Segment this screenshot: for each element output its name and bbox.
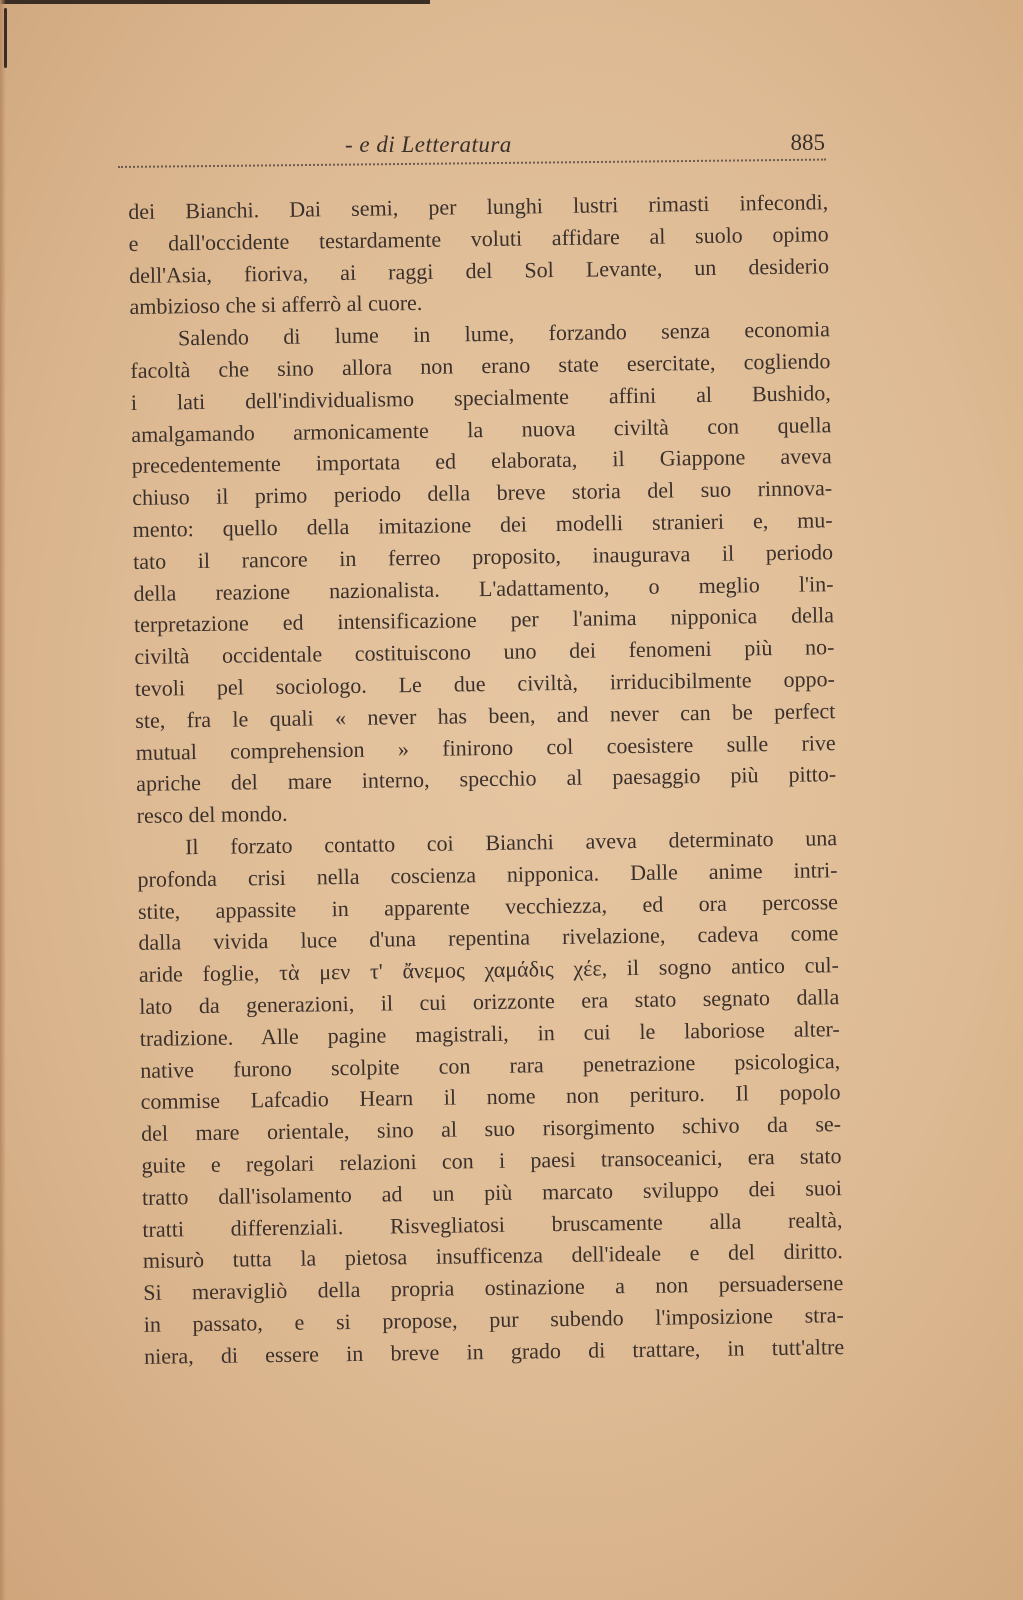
text-line: tradizione. Alle pagine magistrali, in cui le laboriose alter- bbox=[139, 1015, 840, 1051]
text-line: guite e regolari relazioni con i paesi transoceanici, era stato bbox=[141, 1143, 842, 1178]
page-number: 885 bbox=[790, 130, 825, 155]
text-line: dei Bianchi. Dai semi, per lunghi lustri rimasti infecondi, bbox=[128, 189, 829, 224]
text-line: tato il rancore in ferreo proposito, inaugurava il periodo bbox=[132, 538, 834, 574]
text-line: della reazione nazionalista. L'adattamento, o meglio l'in- bbox=[133, 570, 834, 606]
text-line: chiuso il primo periodo della breve storia del suo rinnova- bbox=[132, 475, 833, 511]
text-line: profonda crisi nella coscienza nipponica. Dalle anime intri- bbox=[137, 856, 838, 892]
text-line: del mare orientale, sino al suo risorgimento schivo da se- bbox=[140, 1111, 842, 1147]
text-line: mutual comprehension » finirono col coesistere sulle rive bbox=[135, 729, 836, 765]
running-head: - e di Letteratura bbox=[345, 132, 512, 157]
text-line: native furono scolpite con rara penetrazione psicologica, bbox=[140, 1047, 841, 1083]
text-line: misurò tutta la pietosa insufficenza dell'ideale e del diritto. bbox=[142, 1238, 843, 1274]
text-line: Salendo di lume in lume, forzando senza economia bbox=[177, 316, 831, 351]
text-line: apriche del mare interno, specchio al paesaggio più pitto- bbox=[136, 761, 837, 797]
text-line: amalgamando armonicamente la nuova civiltà con quella bbox=[131, 411, 832, 447]
text-line: tratti differenziali. Risvegliatosi bruscamente alla realtà, bbox=[142, 1206, 843, 1242]
text-line: lato da generazioni, il cui orizzonte era stato segnato dalla bbox=[139, 984, 840, 1019]
text-line: ste, fra le quali « never has been, and never can be perfect bbox=[135, 697, 836, 733]
text-line: facoltà che sino allora non erano state esercitate, cogliendo bbox=[130, 348, 831, 383]
text-line: e dall'occidente testardamente voluti affidare al suolo opimo bbox=[128, 221, 829, 256]
binding-mark bbox=[4, 8, 7, 68]
text-line: dalla vivida luce d'una repentina rivelazione, cadeva come bbox=[138, 920, 839, 956]
page-left-edge bbox=[0, 0, 6, 1600]
text-line: stite, appassite in apparente vecchiezza, ed ora percosse bbox=[137, 888, 839, 924]
text-line: Si meravigliò della propria ostinazione a non persuadersene bbox=[143, 1270, 844, 1305]
text-line: terpretazione ed intensificazione per l'anima nipponica della bbox=[133, 602, 835, 638]
text-line: i lati dell'individualismo specialmente affini al Bushido, bbox=[130, 379, 831, 415]
text-line: aride foglie, τὰ μεν τ' ἄνεμος χαμάδις χέε, il sogno antico cul- bbox=[138, 952, 839, 988]
text-line: Il forzato contatto coi Bianchi aveva determinato una bbox=[184, 825, 838, 860]
text-line: tratto dall'isolamento ad un più marcato sviluppo dei suoi bbox=[141, 1174, 843, 1210]
text-line: niera, di essere in breve in grado di trattare, in tutt'altre bbox=[144, 1333, 845, 1369]
page-top-edge bbox=[0, 0, 430, 4]
text-line: commise Lafcadio Hearn il nome non perituro. Il popolo bbox=[140, 1079, 841, 1115]
text-line: in passato, e si propose, pur subendo l'imposizione stra- bbox=[143, 1302, 844, 1337]
body-text bbox=[128, 186, 844, 1372]
text-line: mento: quello della imitazione dei modelli stranieri e, mu- bbox=[132, 507, 833, 542]
text-line: resco del mondo. bbox=[136, 800, 288, 829]
text-line: tevoli pel sociologo. Le due civiltà, irriducibilmente oppo- bbox=[134, 666, 835, 701]
text-line: dell'Asia, fioriva, ai raggi del Sol Levante, un desiderio bbox=[128, 252, 830, 288]
text-line: precedentemente importata ed elaborata, il Giappone aveva bbox=[131, 443, 832, 479]
text-line: civiltà occidentale costituiscono uno dei fenomeni più no- bbox=[134, 634, 835, 670]
text-line: ambizioso che si afferrò al cuore. bbox=[129, 290, 423, 320]
